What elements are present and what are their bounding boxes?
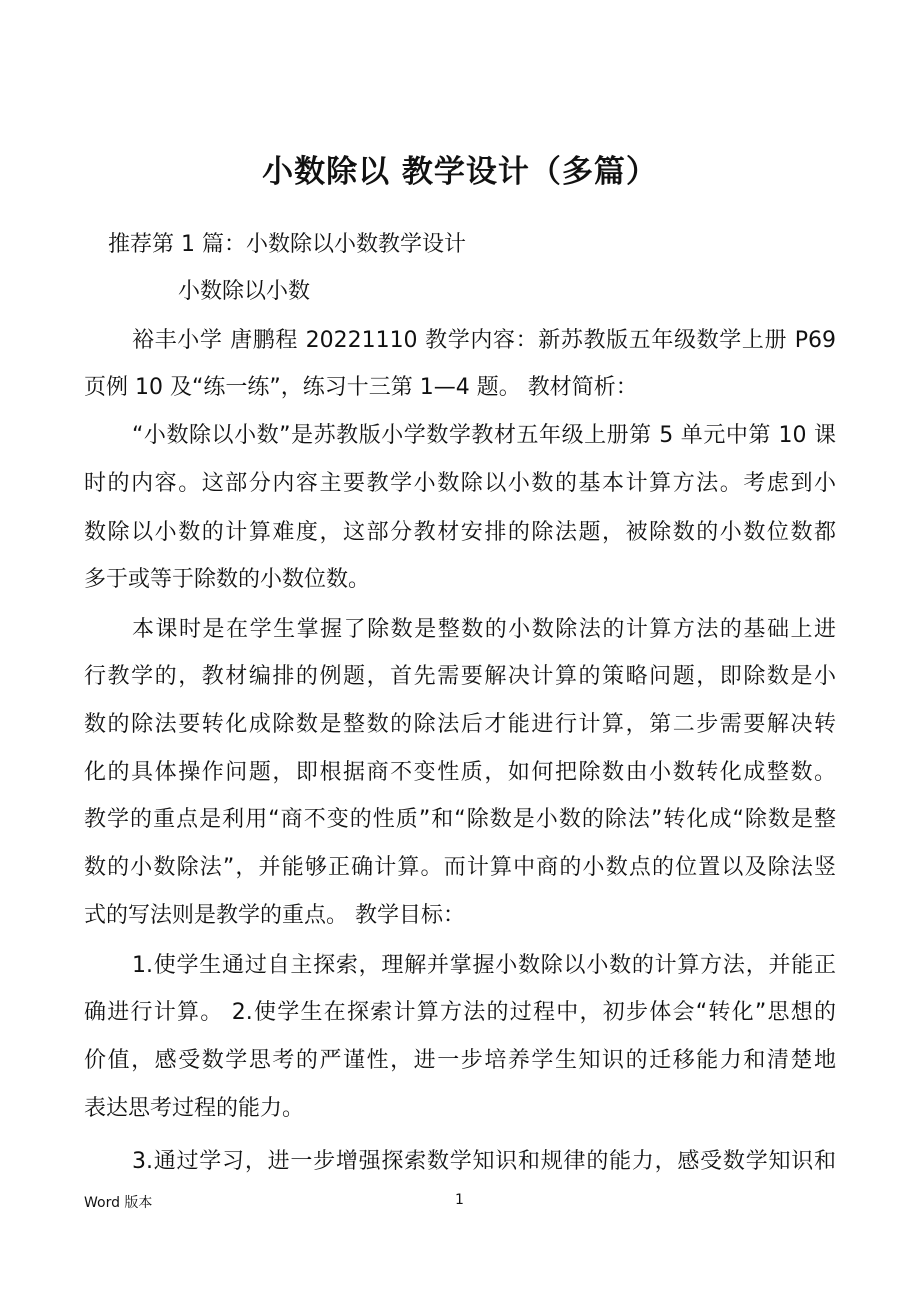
- paragraph-line: 数的小数除法”，并能够正确计算。而计算中商的小数点的位置以及除法竖: [84, 855, 836, 880]
- paragraph-line: 价值，感受数学思考的严谨性，进一步培养学生知识的迁移能力和清楚地: [84, 1048, 836, 1073]
- paragraph-line: 1.使学生通过自主探索，理解并掌握小数除以小数的计算方法，并能正: [132, 953, 836, 978]
- paragraph-line: 行教学的，教材编排的例题，首先需要解决计算的策略问题，即除数是小: [84, 664, 836, 689]
- article-subtitle: 推荐第 1 篇：小数除以小数教学设计: [108, 232, 466, 257]
- paragraph-line: 时的内容。这部分内容主要教学小数除以小数的基本计算方法。考虑到小: [84, 471, 836, 496]
- document-title: 小数除以 教学设计（多篇）: [262, 154, 658, 190]
- paragraph-line: 裕丰小学 唐鹏程 20221110 教学内容：新苏教版五年级数学上册 P69: [132, 328, 836, 353]
- paragraph-line: “小数除以小数”是苏教版小学数学教材五年级上册第 5 单元中第 10 课: [132, 423, 836, 448]
- section-heading: 小数除以小数: [178, 279, 311, 304]
- paragraph-line: 确进行计算。 2.使学生在探索计算方法的过程中，初步体会“转化”思想的: [84, 1000, 836, 1025]
- paragraph-line: 数除以小数的计算难度，这部分教材安排的除法题，被除数的小数位数都: [84, 520, 836, 545]
- page-number: 1: [455, 1192, 464, 1208]
- paragraph-line: 3.通过学习，进一步增强探索数学知识和规律的能力，感受数学知识和: [132, 1149, 836, 1174]
- paragraph-line: 化的具体操作问题，即根据商不变性质，如何把除数由小数转化成整数。: [84, 760, 836, 785]
- paragraph-line: 教学的重点是利用“商不变的性质”和“除数是小数的除法”转化成“除数是整: [84, 807, 836, 832]
- paragraph-line: 本课时是在学生掌握了除数是整数的小数除法的计算方法的基础上进: [132, 617, 836, 642]
- paragraph-line: 多于或等于除数的小数位数。: [84, 567, 371, 592]
- paragraph-line: 页例 10 及“练一练”，练习十三第 1—4 题。 教材简析：: [84, 375, 638, 400]
- paragraph-line: 式的写法则是教学的重点。 教学目标：: [84, 903, 465, 928]
- paragraph-line: 表达思考过程的能力。: [84, 1096, 305, 1121]
- footer-label: Word 版本: [84, 1195, 153, 1211]
- paragraph-line: 数的除法要转化成除数是整数的除法后才能进行计算，第二步需要解决转: [84, 712, 836, 737]
